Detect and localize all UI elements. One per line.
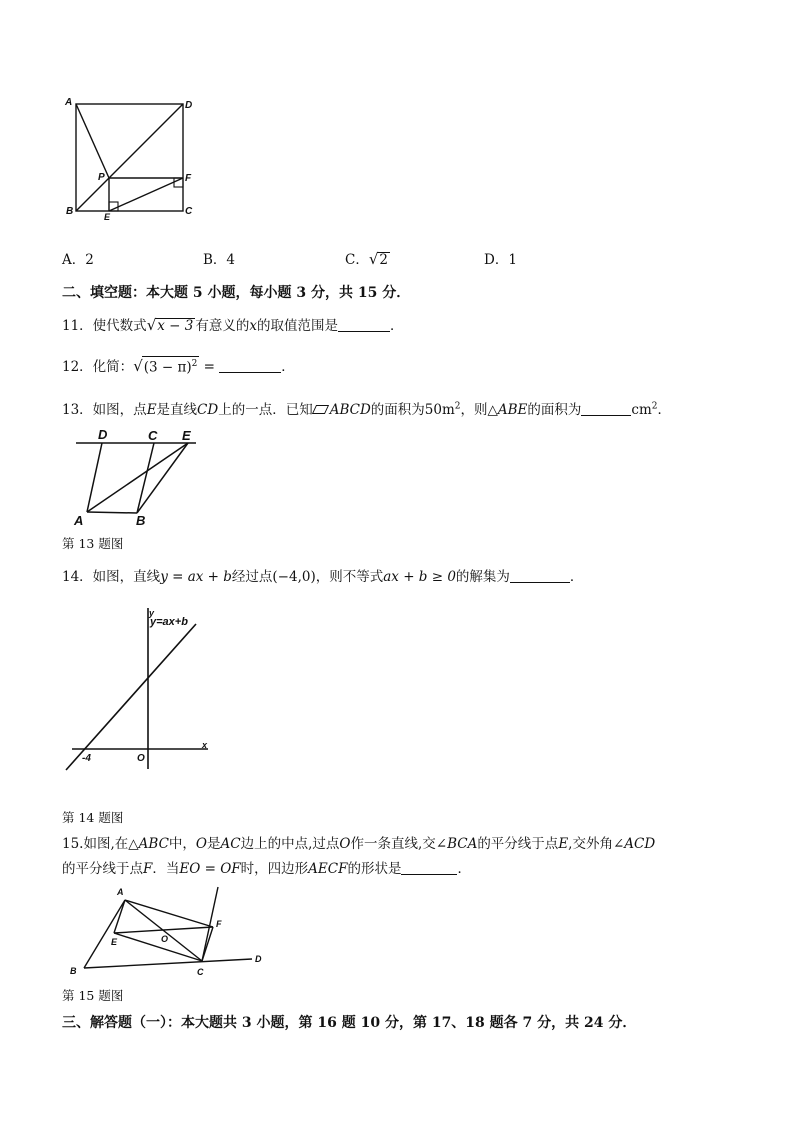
fig15-label-f: F (216, 919, 222, 929)
q13-prefix: 13．如图，点 (62, 402, 147, 418)
label-c: C (185, 206, 193, 217)
question-15-line2 (62, 857, 471, 877)
option-c: C．√2 (345, 250, 388, 268)
fig13-label-d: D (98, 427, 108, 442)
label-d: D (185, 100, 193, 111)
fig13-label-e: E (182, 428, 191, 443)
square-figure (62, 94, 202, 226)
q12-prefix: 12．化简： (62, 359, 134, 375)
figure-13 (66, 424, 206, 528)
fig15-label-b: B (70, 966, 77, 976)
q11-radicand: x − 3 (157, 318, 194, 334)
q15-prefix: 15.如图,在△ (62, 836, 139, 852)
option-a: A．2 (62, 252, 94, 268)
q13-unit: cm (631, 402, 652, 418)
figure-13-caption: 第 13 题图 (62, 536, 124, 551)
q15-var-ac: AC (220, 836, 241, 852)
question-15-line1 (62, 832, 655, 852)
question-14 (62, 565, 583, 585)
fig14-label-x: x (202, 740, 208, 750)
section2-heading: 二、填空题：本大题 5 小题，每小题 3 分，共 15 分． (62, 285, 411, 301)
q11-var: x (249, 318, 257, 334)
q15-answer-blank[interactable] (401, 860, 457, 875)
q14-expr2: ax + b ≥ 0 (383, 569, 456, 585)
q15-text7: ．当 (152, 861, 180, 877)
q14-text2: ，则不等式 (315, 569, 384, 585)
q13-answer-blank[interactable] (581, 401, 631, 416)
parallelogram-icon (312, 405, 329, 414)
question-12: 12．化简：$√(3 - \pi)^2$ = ． (62, 357, 295, 375)
q13-var-cd: CD (197, 402, 219, 418)
q13-text5: 的面积为 (527, 402, 582, 418)
q15-text4: 作一条直线,交∠ (350, 836, 448, 852)
q13-area-value: 50m (424, 402, 455, 418)
q12-answer-blank[interactable] (219, 358, 281, 373)
q15-expr: EO = OF (179, 861, 241, 877)
fig15-label-a: A (117, 887, 124, 897)
q13-end: ． (657, 402, 672, 418)
q11-middle: 有意义的 (195, 318, 250, 334)
q13-text1: 是直线 (156, 402, 198, 418)
fig15-label-d: D (255, 954, 262, 964)
q13-unit-exp: 2 (651, 401, 658, 412)
q14-expr1: y = ax + b (160, 569, 232, 585)
q13-text2: 上的一点．已知 (218, 402, 313, 418)
option-d: D．1 (484, 252, 517, 268)
option-c-radicand: 2 (379, 252, 388, 268)
q15-text3: 边上的中点,过点 (240, 836, 340, 852)
option-c-prefix: C． (345, 252, 369, 268)
option-b: B．4 (203, 252, 236, 268)
fig14-label-minus4: -4 (82, 753, 91, 764)
q13-var-abcd: ABCD (329, 402, 371, 418)
q15-var-abc: ABC (138, 836, 169, 852)
fig14-label-origin: O (137, 753, 145, 764)
label-e: E (104, 212, 111, 222)
q13-text3: 的面积为 (370, 402, 425, 418)
label-b: B (66, 206, 74, 217)
label-a: A (65, 97, 73, 108)
figure-14 (60, 604, 220, 774)
fig15-label-e: E (111, 937, 118, 947)
q12-exp: 2 (191, 358, 198, 369)
q13-text4: ，则△ (460, 402, 498, 418)
fig14-label-y: y (149, 608, 155, 618)
question-13 (62, 398, 671, 418)
q13-var-e: E (146, 402, 157, 418)
q15-text5: 的平分线于点 (477, 836, 559, 852)
q15-text1: 中， (168, 836, 196, 852)
q11-end: ． (389, 318, 404, 334)
figure-15 (60, 882, 275, 978)
q15-line2-prefix: 的平分线于点 (62, 861, 143, 877)
q13-var-abe: ABE (497, 402, 528, 418)
q15-var-e: E (558, 836, 569, 852)
q15-var-acd: ACD (624, 836, 656, 852)
fig13-label-b: B (136, 513, 146, 528)
q11-prefix: 11．使代数式 (62, 318, 147, 334)
label-p: P (98, 172, 105, 183)
q15-var-aecf: AECF (308, 861, 348, 877)
q14-end: ． (569, 569, 584, 585)
section3-heading: 三、解答题（一）：本大题共 3 小题，第 16 题 10 分，第 17、18 题各 7 分，共 24 分． (62, 1015, 637, 1031)
q12-radicand-wrap (142, 356, 200, 375)
q13-area-exp: 2 (454, 401, 461, 412)
q15-var-o2: O (339, 836, 351, 852)
q14-answer-blank[interactable] (510, 568, 570, 583)
q12-equals: = (199, 359, 220, 375)
fig13-label-a: A (74, 513, 84, 528)
q14-text3: 的解集为 (455, 569, 510, 585)
figure-15-caption: 第 15 题图 (62, 988, 124, 1003)
q15-var-f: F (143, 861, 153, 877)
q14-prefix: 14．如图，直线 (62, 569, 161, 585)
q15-text2: 是 (206, 836, 221, 852)
q12-radicand: (3 − π) (143, 359, 192, 375)
q15-text8: 时，四边形 (240, 861, 309, 877)
fig14-label-line: y=ax+b (150, 616, 188, 628)
q15-text6: ,交外角∠ (568, 836, 625, 852)
figure-14-caption: 第 14 题图 (62, 810, 124, 825)
fig15-label-o: O (161, 934, 169, 944)
question-11: 11．使代数式√x − 3 有意义的x的取值范围是 ． (62, 316, 404, 334)
q15-text9: 的形状是 (347, 861, 402, 877)
label-f: F (185, 173, 192, 184)
q11-answer-blank[interactable] (338, 317, 390, 332)
q15-end: ． (457, 861, 471, 877)
q15-var-bca: BCA (447, 836, 478, 852)
q14-text1: 经过点 (231, 569, 273, 585)
q15-var-o: O (195, 836, 207, 852)
q14-point: (−4,0) (272, 569, 316, 585)
q12-end: ． (281, 359, 295, 375)
fig15-label-c: C (197, 967, 204, 977)
q11-suffix: 的取值范围是 (256, 318, 338, 334)
fig13-label-c: C (148, 428, 158, 443)
